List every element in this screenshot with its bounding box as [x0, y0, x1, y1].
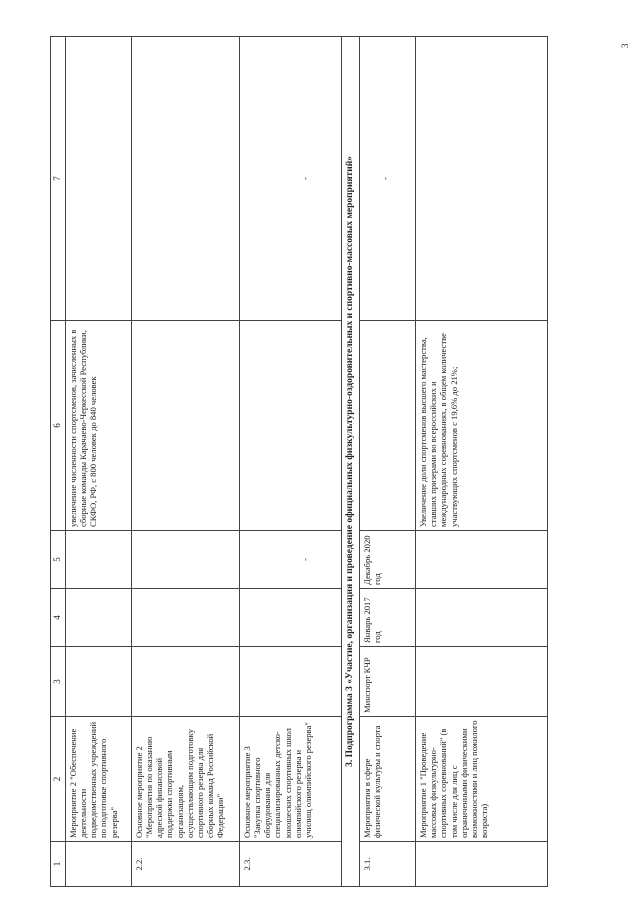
- link-cell: [132, 37, 240, 321]
- row-number: [416, 842, 548, 887]
- table-row: [360, 37, 416, 887]
- header-cell: 2: [51, 717, 66, 842]
- executor-cell: Минспорт КЧР: [360, 647, 416, 717]
- expected-result: Увеличение доли спортсменов высшего мастерства, ставших призерами во всероссийских и международных соревнованиях, в общем количестве участвующих спортсменов с 19,6% до 21%;: [416, 321, 548, 531]
- link-cell: [66, 37, 132, 321]
- link-cell: [416, 37, 548, 321]
- page-number: 3: [620, 43, 630, 48]
- table-row: [240, 37, 342, 887]
- table-row: [66, 37, 132, 887]
- start-cell: [240, 589, 342, 647]
- measure-name: Основное мероприятие 3 "Закупка спортивного оборудования для специализированных детско-юношеских спортивных школ олимпийского резерва и училищ олимпийского резерва": [240, 717, 342, 842]
- header-cell: 3: [51, 647, 66, 717]
- link-cell: -: [240, 37, 342, 321]
- start-cell: Январь 2017 год: [360, 589, 416, 647]
- row-number: 2.3.: [240, 842, 342, 887]
- section-row: [342, 37, 360, 887]
- link-cell: -: [360, 37, 416, 321]
- row-number: [66, 842, 132, 887]
- header-row: [51, 37, 66, 887]
- measure-name: Мероприятие 1 "Проведение массовых физкультурно-спортивных соревнований" (в том числе для лиц с ограниченными физическими возможностями и лиц пожилого возраста): [416, 717, 548, 842]
- table-row: [416, 37, 548, 887]
- executor-cell: [240, 647, 342, 717]
- header-cell: 5: [51, 531, 66, 589]
- header-cell: 7: [51, 37, 66, 321]
- end-cell: [132, 531, 240, 589]
- measure-name: Основное мероприятие 2 "Мероприятия по оказанию адресной финансовой поддержки спортивным организациям, осуществляющим подготовку спортивного резерва для сборных команд Российской Федерации": [132, 717, 240, 842]
- end-cell: -: [240, 531, 342, 589]
- end-cell: Декабрь 2020 год: [360, 531, 416, 589]
- executor-cell: [416, 647, 548, 717]
- header-cell: 1: [51, 842, 66, 887]
- expected-result: [132, 321, 240, 531]
- expected-result: [240, 321, 342, 531]
- executor-cell: [132, 647, 240, 717]
- start-cell: [132, 589, 240, 647]
- measure-name: Мероприятие 2 "Обеспечение деятельности подведомственных учреждений по подготовке спортивного резерва": [66, 717, 132, 842]
- start-cell: [66, 589, 132, 647]
- header-cell: 6: [51, 321, 66, 531]
- expected-result: [360, 321, 416, 531]
- measure-name: Мероприятия в сфере физической культуры и спорта: [360, 717, 416, 842]
- start-cell: [416, 589, 548, 647]
- end-cell: [416, 531, 548, 589]
- row-number: 2.2.: [132, 842, 240, 887]
- program-table: [50, 36, 548, 887]
- expected-result: увеличение численности спортсменов, зачисленных в сборные команды Карачаево-Черкесской Республики, СКФО, РФ, с 800 человек до 840 человек: [66, 321, 132, 531]
- table-row: [132, 37, 240, 887]
- executor-cell: [66, 647, 132, 717]
- row-number: 3.1.: [360, 842, 416, 887]
- end-cell: [66, 531, 132, 589]
- header-cell: 4: [51, 589, 66, 647]
- section-title: 3. Подпрограмма 3 «Участие, организация и проведение официальных физкультурно-оздоровительных и спортивно-массовых мероприятий»: [342, 37, 360, 887]
